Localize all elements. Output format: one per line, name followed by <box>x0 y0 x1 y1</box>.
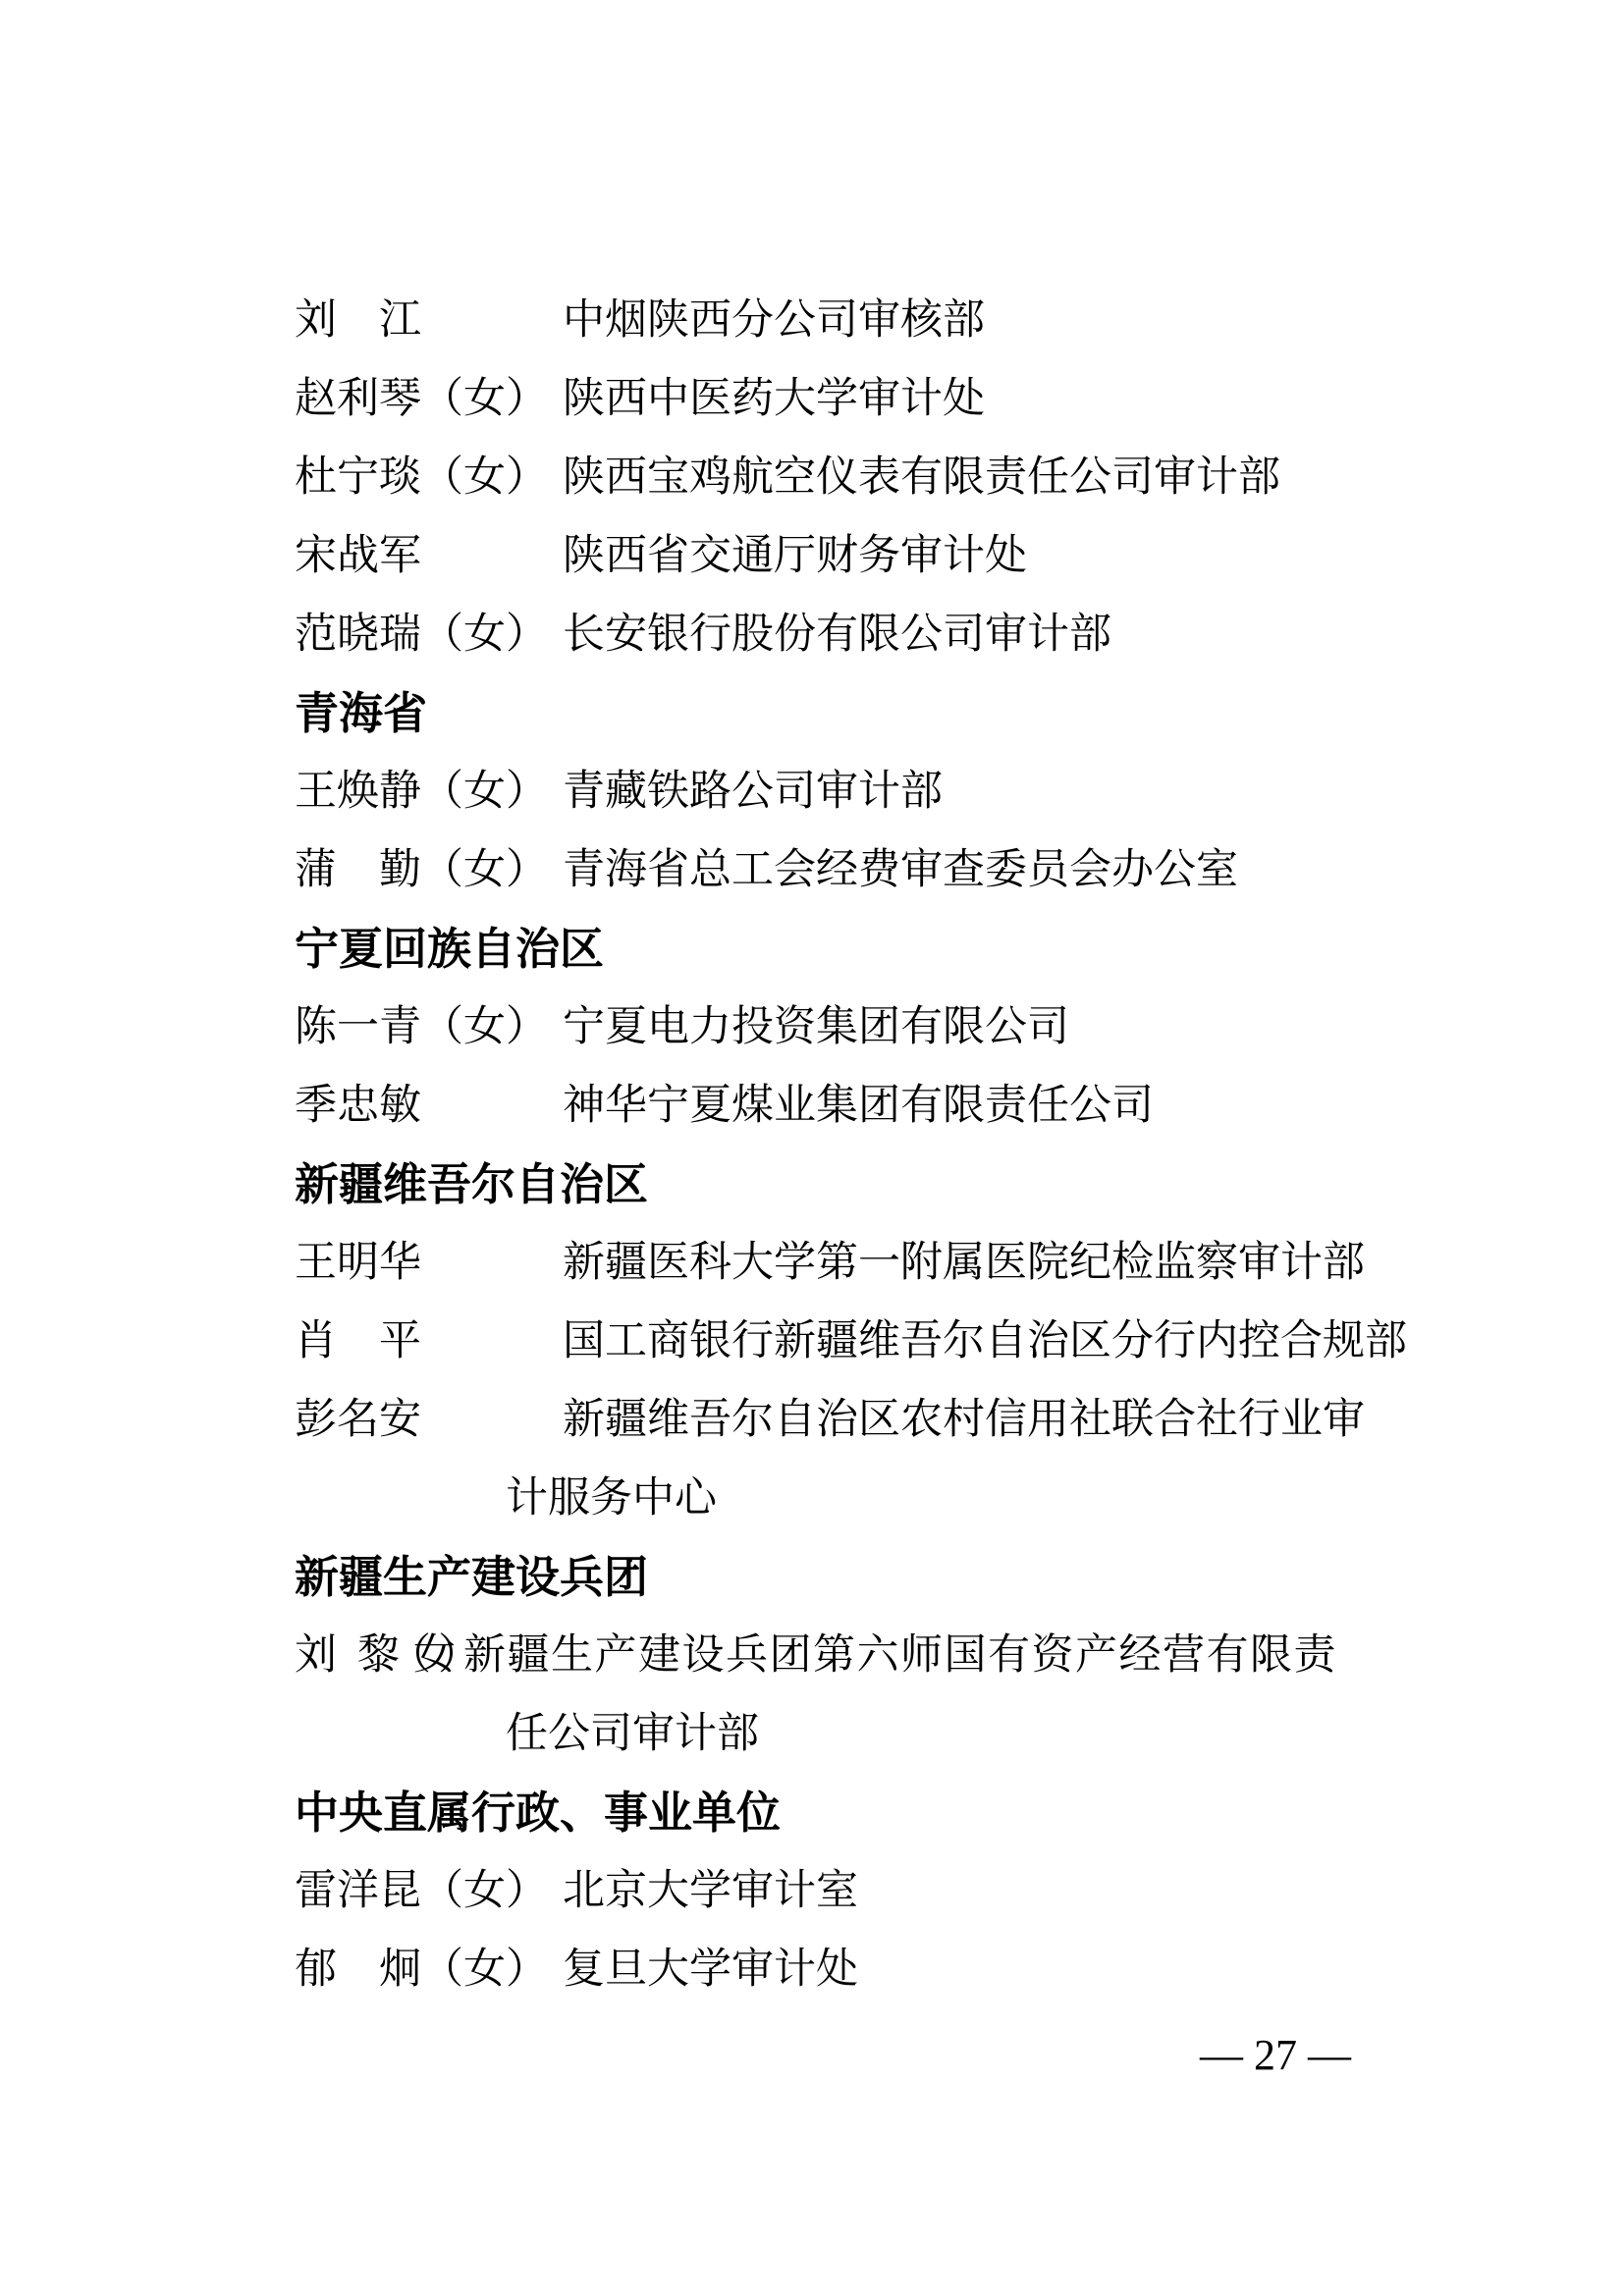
organization: 神华宁夏煤业集团有限责任公司 <box>563 1083 1154 1129</box>
person-name: 范晓瑞 <box>295 612 421 658</box>
gender-annotation <box>421 1067 563 1146</box>
person-name: 刘 江 <box>295 297 421 344</box>
section-heading-ningxia: 宁夏回族自治区 <box>295 924 605 974</box>
section-heading-xinjiang: 新疆维吾尔自治区 <box>295 1159 649 1209</box>
roster-row <box>295 1381 1434 1460</box>
org-continuation: 计服务中心 <box>506 1475 717 1522</box>
person-name: 赵利琴 <box>295 376 421 422</box>
roster-row <box>295 1224 1434 1303</box>
organization: 青海省总工会经费审查委员会办公室 <box>563 847 1238 893</box>
person-name: 王明华 <box>295 1240 421 1286</box>
organization: 国工商银行新疆维吾尔自治区分行内控合规部 <box>563 1318 1407 1364</box>
gender-annotation <box>421 282 563 360</box>
organization: 复旦大学审计处 <box>563 1947 858 1993</box>
roster-row <box>295 1067 1434 1146</box>
roster-row <box>295 517 1434 596</box>
person-name: 刘 黎 <box>295 1632 389 1679</box>
gender-annotation: （女） <box>421 1004 548 1050</box>
roster-row <box>295 282 1434 360</box>
organization: 青藏铁路公司审计部 <box>563 769 943 815</box>
person-name: 雷洋昆 <box>295 1868 421 1914</box>
gender-annotation: （女） <box>421 376 548 422</box>
roster-row <box>295 753 1434 831</box>
organization: 陕西宝鸡航空仪表有限责任公司审计部 <box>563 454 1280 501</box>
gender-annotation: （女） <box>389 1632 462 1679</box>
section-heading-qinghai: 青海省 <box>295 688 428 738</box>
roster-row <box>295 439 1434 517</box>
gender-annotation: （女） <box>421 769 548 815</box>
person-name: 杜宁琰 <box>295 454 421 501</box>
roster-row <box>295 360 1434 439</box>
section-heading-central-units: 中央直属行政、事业单位 <box>295 1788 782 1838</box>
gender-annotation: （女） <box>421 612 548 658</box>
gender-annotation <box>421 517 563 596</box>
roster-row <box>295 988 1434 1067</box>
organization: 中烟陕西分公司审核部 <box>563 297 985 344</box>
roster-row <box>295 1617 1434 1695</box>
person-name: 郁 炯 <box>295 1947 421 1993</box>
person-name: 陈一青 <box>295 1004 421 1050</box>
organization: 新疆生产建设兵团第六师国有资产经营有限责 <box>463 1632 1337 1679</box>
person-name: 宋战军 <box>295 533 421 579</box>
person-name: 王焕静 <box>295 769 421 815</box>
person-name: 彭名安 <box>295 1397 421 1443</box>
gender-annotation: （女） <box>421 454 548 501</box>
gender-annotation: （女） <box>421 847 548 893</box>
organization: 新疆维吾尔自治区农村信用社联合社行业审 <box>563 1397 1365 1443</box>
organization: 北京大学审计室 <box>563 1868 858 1914</box>
org-continuation: 任公司审计部 <box>506 1711 759 1757</box>
roster-row <box>295 1852 1434 1931</box>
roster-content <box>295 282 1434 2009</box>
section-heading-bingtuan: 新疆生产建设兵团 <box>295 1552 649 1602</box>
person-name: 肖 平 <box>295 1318 421 1364</box>
page-number: — 27 — <box>1200 2031 1351 2079</box>
gender-annotation <box>421 1381 563 1460</box>
gender-annotation: （女） <box>421 1868 548 1914</box>
organization: 陕西中医药大学审计处 <box>563 376 985 422</box>
organization: 陕西省交通厅财务审计处 <box>563 533 1027 579</box>
organization: 宁夏电力投资集团有限公司 <box>563 1004 1069 1050</box>
organization: 新疆医科大学第一附属医院纪检监察审计部 <box>563 1240 1365 1286</box>
person-name: 蒲 勤 <box>295 847 421 893</box>
roster-row <box>295 1931 1434 2009</box>
gender-annotation: （女） <box>421 1947 548 1993</box>
organization: 长安银行股份有限公司审计部 <box>563 612 1111 658</box>
roster-row <box>295 1303 1434 1381</box>
person-name: 季忠敏 <box>295 1083 421 1129</box>
gender-annotation <box>421 1303 563 1381</box>
roster-row <box>295 596 1434 674</box>
gender-annotation <box>421 1224 563 1303</box>
roster-row <box>295 831 1434 910</box>
